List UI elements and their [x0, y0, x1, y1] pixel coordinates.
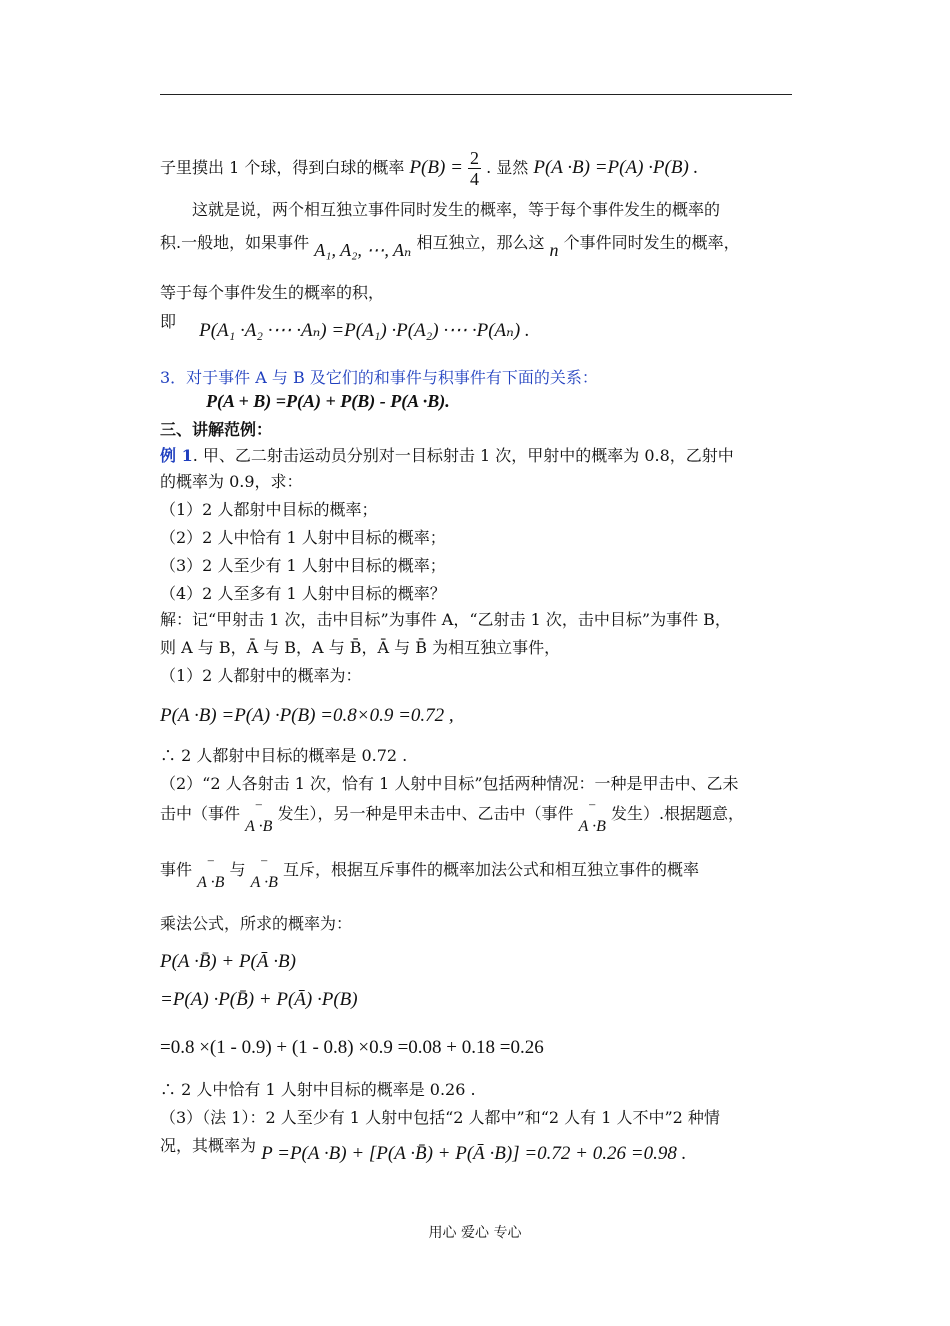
- section-heading: [160, 420, 272, 440]
- text: （3）（法 1）：2 人至少有 1 人射中包括“2 人都中”和“2 人有 1 人不中”2 种情: [160, 1108, 720, 1127]
- line-4: [160, 283, 384, 303]
- text: 子里摸出 1 个球，得到白球的概率: [160, 158, 405, 177]
- equation-2: [160, 990, 358, 1010]
- text: 相互独立，那么这: [416, 233, 545, 252]
- event-abar-b: ‾ A ·B: [578, 804, 606, 835]
- text: 的概率为 0.9，求：: [160, 472, 303, 491]
- formula: P(A₁ ·A₂ ·⋯ ·Aₙ) =P(A₁) ·P(A₂) ·⋯ ·P(Aₙ) .: [199, 320, 530, 341]
- text: 发生），另一种是甲未击中、乙击中（事件: [277, 804, 574, 823]
- text: 3．对于事件 A 与 B 及它们的和事件与积事件有下面的关系：: [160, 368, 598, 387]
- solution-7: [160, 804, 745, 835]
- formula: P =P(A ·B) + [P(A ·B̄) + P(Ā ·B)] =0.72 + 0.26 =0.98 .: [261, 1143, 687, 1164]
- heading-text: 三、讲解范例：: [160, 420, 273, 439]
- equation-1: [160, 952, 296, 972]
- page-footer: [0, 1222, 950, 1242]
- text: ∴ 2 人中恰有 1 人射中目标的概率是 0.26 .: [160, 1080, 476, 1099]
- text: 这就是说，两个相互独立事件同时发生的概率，等于每个事件发生的概率的: [192, 200, 721, 219]
- question-1: [160, 500, 377, 520]
- line-6: [160, 368, 598, 388]
- formula: P(A ·B̄) + P(Ā ·B): [160, 951, 296, 972]
- line-3: [160, 232, 740, 260]
- text: 积.一般地，如果事件: [160, 233, 310, 252]
- line-7: [206, 391, 450, 412]
- solution-11: [160, 1108, 720, 1128]
- fraction-denominator: 4: [469, 169, 479, 189]
- event-abar-b: ‾ A ·B: [250, 860, 278, 891]
- text: （2）“2 人各射击 1 次，恰有 1 人射中目标”包括两种情况：一种是甲击中、乙未: [160, 774, 739, 793]
- solution-6: [160, 774, 739, 794]
- formula: P(A ·B) =P(A) ·P(B) .: [533, 157, 699, 178]
- text: （4）2 人至多有 1 人射中目标的概率？: [160, 584, 446, 603]
- line-9: [160, 446, 734, 466]
- question-3: [160, 556, 446, 576]
- text: （1）2 人都射中目标的概率；: [160, 500, 378, 519]
- text: 等于每个事件发生的概率的积，: [160, 283, 385, 302]
- text: 乘法公式，所求的概率为：: [160, 914, 353, 933]
- text: 发生）.根据题意，: [610, 804, 745, 823]
- text: （3）2 人至少有 1 人射中目标的概率；: [160, 556, 446, 575]
- formula: A₁, A₂, ⋯, Aₙ: [314, 240, 412, 260]
- text: 况，其概率为: [160, 1136, 257, 1155]
- line-2: [192, 200, 720, 220]
- formula: n: [549, 240, 559, 260]
- fraction-2-4: [468, 148, 481, 189]
- solution-4: [160, 706, 454, 726]
- text: 则 A 与 B，Ā 与 B，A 与 B̄，Ā 与 B̄ 为相互独立事件，: [160, 638, 561, 657]
- text: ∴ 2 人都射中目标的概率是 0.72 .: [160, 746, 408, 765]
- formula: P(B) =: [409, 157, 463, 178]
- solution-8: [160, 860, 699, 891]
- example-label: 例 1: [160, 446, 193, 465]
- text: 击中（事件: [160, 804, 241, 823]
- event-a-bbar: ‾ A ·B: [245, 804, 273, 835]
- text: （1）2 人都射中的概率为：: [160, 666, 362, 685]
- formula: P(A + B) =P(A) + P(B) - P(A ·B).: [206, 391, 450, 411]
- formula: =0.8 ×(1 - 0.9) + (1 - 0.8) ×0.9 =0.08 + 0.18 =0.26: [160, 1037, 544, 1058]
- event-a-bbar: ‾ A ·B: [197, 860, 225, 891]
- solution-3: [160, 666, 361, 686]
- line-1: [160, 148, 698, 189]
- text: 即: [160, 312, 177, 331]
- formula: P(A ·B) =P(A) ·P(B) =0.8×0.9 =0.72 ,: [160, 705, 454, 726]
- text: 与: [229, 860, 246, 879]
- fraction-numerator: 2: [469, 148, 479, 168]
- solution-9: [160, 914, 352, 934]
- question-4: [160, 584, 446, 604]
- text: . 甲、乙二射击运动员分别对一目标射击 1 次，甲射中的概率为 0.8，乙射中: [192, 446, 734, 465]
- line-5: [160, 312, 530, 341]
- formula: =P(A) ·P(B̄) + P(Ā) ·P(B): [160, 989, 358, 1010]
- text: （2）2 人中恰有 1 人射中目标的概率；: [160, 528, 446, 547]
- solution-2: [160, 638, 560, 658]
- solution-10: [160, 1080, 476, 1100]
- line-10: [160, 472, 303, 492]
- equation-3: [160, 1038, 544, 1058]
- text: 事件: [160, 860, 193, 879]
- text: . 显然: [486, 158, 529, 177]
- question-2: [160, 528, 446, 548]
- footer-text: 用心 爱心 专心: [428, 1225, 522, 1241]
- solution-5: [160, 746, 407, 766]
- text: 个事件同时发生的概率，: [563, 233, 740, 252]
- text: 解：记“甲射击 1 次，击中目标”为事件 A，“乙射击 1 次，击中目标”为事件 B，: [160, 610, 731, 629]
- text: 互斥，根据互斥事件的概率加法公式和相互独立事件的概率: [282, 860, 699, 879]
- solution-1: [160, 610, 731, 630]
- header-rule: [160, 94, 792, 95]
- solution-12: [160, 1136, 687, 1164]
